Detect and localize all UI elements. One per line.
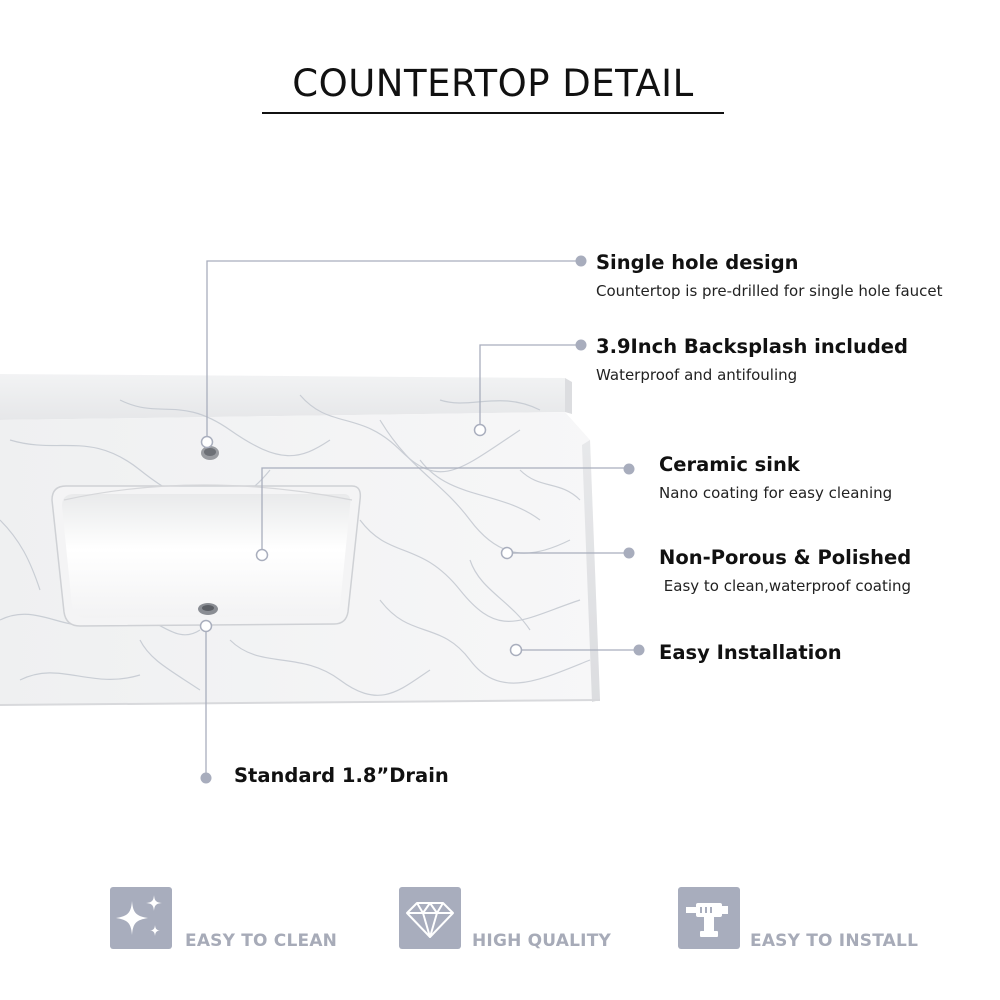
feature-desc: Waterproof and antifouling	[596, 366, 798, 384]
badge-label: EASY TO CLEAN	[185, 931, 338, 951]
feature-title: Easy Installation	[659, 641, 842, 664]
feature-desc: Nano coating for easy cleaning	[659, 484, 893, 502]
ceramic-sink	[52, 485, 360, 626]
feature-desc: Easy to clean,waterproof coating	[659, 577, 912, 595]
badge-label: EASY TO INSTALL	[750, 931, 919, 951]
backsplash	[0, 374, 572, 420]
feature-ceramic-sink	[659, 453, 892, 502]
feature-title: Standard 1.8”Drain	[234, 764, 449, 787]
feature-title: 3.9Inch Backsplash included	[596, 335, 908, 358]
drill-icon	[678, 887, 740, 949]
feature-desc: Countertop is pre-drilled for single hole faucet	[596, 282, 943, 300]
feature-backsplash	[596, 335, 908, 384]
sparkle-icon	[110, 887, 172, 949]
feature-single-hole	[596, 251, 943, 300]
feature-title: Ceramic sink	[659, 453, 800, 476]
feature-non-porous	[659, 546, 911, 595]
feature-easy-installation	[659, 641, 842, 664]
badge-label: HIGH QUALITY	[472, 931, 612, 951]
feature-drain	[234, 764, 449, 787]
page-title: COUNTERTOP DETAIL	[292, 62, 694, 105]
diamond-icon	[399, 887, 461, 949]
feature-title: Non-Porous & Polished	[659, 546, 912, 569]
feature-title: Single hole design	[596, 251, 799, 274]
